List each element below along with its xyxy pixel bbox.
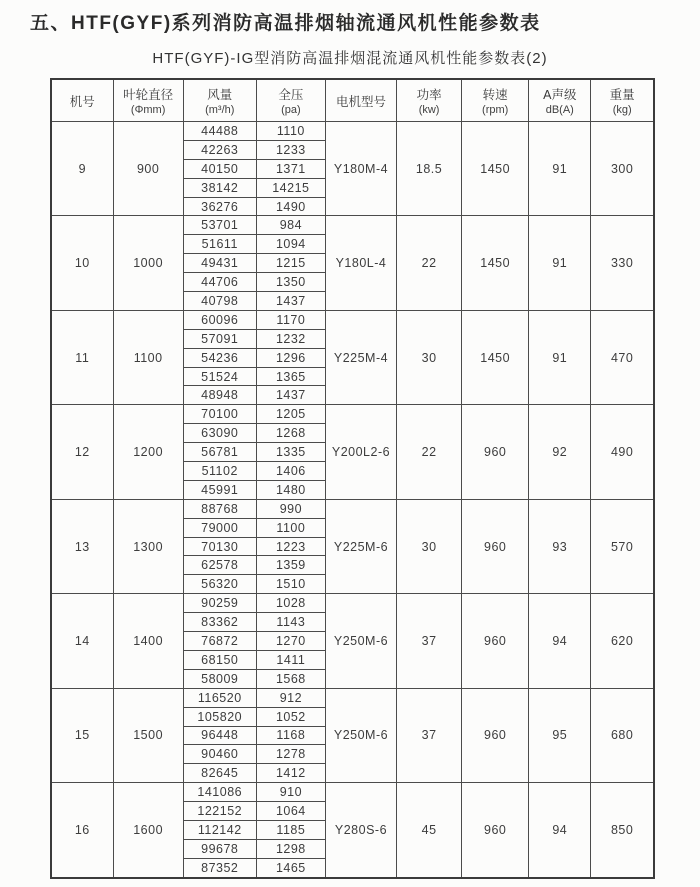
- cell-total-pressure: 1223: [256, 537, 325, 556]
- header-label: 电机型号: [335, 94, 386, 109]
- cell-air-flow: 90259: [183, 594, 256, 613]
- cell-total-pressure: 1371: [256, 159, 325, 178]
- cell-air-flow: 99678: [183, 839, 256, 858]
- header-unit: (rpm): [482, 104, 509, 116]
- cell-power: 18.5: [397, 122, 462, 216]
- cell-air-flow: 63090: [183, 424, 256, 443]
- cell-total-pressure: 1110: [256, 122, 325, 141]
- cell-air-flow: 87352: [183, 858, 256, 877]
- cell-impeller-diameter: 1600: [113, 783, 183, 878]
- header-total-pressure: [256, 79, 325, 122]
- cell-air-flow: 48948: [183, 386, 256, 405]
- cell-air-flow: 58009: [183, 669, 256, 688]
- cell-total-pressure: 1028: [256, 594, 325, 613]
- cell-air-flow: 112142: [183, 820, 256, 839]
- cell-air-flow: 105820: [183, 707, 256, 726]
- cell-total-pressure: 1437: [256, 386, 325, 405]
- cell-power: 37: [397, 688, 462, 782]
- cell-noise-level: 95: [529, 688, 591, 782]
- cell-fan-model: 13: [51, 499, 113, 593]
- cell-noise-level: 94: [529, 783, 591, 878]
- cell-speed: 960: [462, 594, 529, 688]
- cell-fan-model: 9: [51, 122, 113, 216]
- header-label: 机号: [69, 94, 95, 109]
- cell-air-flow: 88768: [183, 499, 256, 518]
- cell-total-pressure: 1233: [256, 140, 325, 159]
- table-row: [51, 499, 654, 518]
- cell-total-pressure: 1510: [256, 575, 325, 594]
- cell-air-flow: 40150: [183, 159, 256, 178]
- cell-total-pressure: 1268: [256, 424, 325, 443]
- header-row: [51, 79, 654, 122]
- cell-air-flow: 57091: [183, 329, 256, 348]
- cell-weight: 330: [591, 216, 654, 310]
- cell-impeller-diameter: 1000: [113, 216, 183, 310]
- header-weight: [591, 79, 654, 122]
- cell-total-pressure: 1465: [256, 858, 325, 877]
- cell-air-flow: 60096: [183, 310, 256, 329]
- cell-total-pressure: 1480: [256, 480, 325, 499]
- cell-motor-type: Y180M-4: [325, 122, 396, 216]
- header-unit: (pa): [281, 104, 301, 116]
- cell-fan-model: 15: [51, 688, 113, 782]
- header-label: 功率: [416, 88, 442, 102]
- cell-fan-model: 16: [51, 783, 113, 878]
- cell-weight: 300: [591, 122, 654, 216]
- cell-air-flow: 90460: [183, 745, 256, 764]
- cell-total-pressure: 1185: [256, 820, 325, 839]
- cell-total-pressure: 1568: [256, 669, 325, 688]
- cell-weight: 680: [591, 688, 654, 782]
- cell-total-pressure: 14215: [256, 178, 325, 197]
- page-title: 五、HTF(GYF)系列消防高温排烟轴流通风机性能参数表: [30, 13, 541, 34]
- cell-impeller-diameter: 1400: [113, 594, 183, 688]
- cell-air-flow: 68150: [183, 650, 256, 669]
- table-row: [51, 310, 654, 329]
- cell-impeller-diameter: 900: [113, 122, 183, 216]
- cell-noise-level: 91: [529, 122, 591, 216]
- cell-air-flow: 96448: [183, 726, 256, 745]
- cell-total-pressure: 910: [256, 783, 325, 802]
- cell-weight: 850: [591, 783, 654, 878]
- cell-motor-type: Y180L-4: [325, 216, 396, 310]
- cell-air-flow: 51524: [183, 367, 256, 386]
- cell-power: 30: [397, 310, 462, 404]
- cell-total-pressure: 1406: [256, 462, 325, 481]
- cell-fan-model: 11: [51, 310, 113, 404]
- header-label: 转速: [482, 88, 508, 102]
- cell-impeller-diameter: 1500: [113, 688, 183, 782]
- table-row: [51, 688, 654, 707]
- cell-total-pressure: 1270: [256, 632, 325, 651]
- cell-air-flow: 51611: [183, 235, 256, 254]
- cell-air-flow: 56320: [183, 575, 256, 594]
- table-row: [51, 783, 654, 802]
- cell-total-pressure: 1298: [256, 839, 325, 858]
- cell-noise-level: 92: [529, 405, 591, 499]
- cell-air-flow: 54236: [183, 348, 256, 367]
- cell-total-pressure: 1359: [256, 556, 325, 575]
- cell-weight: 570: [591, 499, 654, 593]
- cell-total-pressure: 1296: [256, 348, 325, 367]
- cell-motor-type: Y200L2-6: [325, 405, 396, 499]
- header-unit: dB(A): [545, 104, 574, 116]
- header-label: A声级: [543, 88, 577, 102]
- header-label: 风量: [207, 88, 233, 102]
- table-row: [51, 216, 654, 235]
- cell-total-pressure: 984: [256, 216, 325, 235]
- table-subtitle: HTF(GYF)-IG型消防高温排烟混流通风机性能参数表(2): [152, 50, 548, 67]
- cell-speed: 960: [462, 499, 529, 593]
- cell-fan-model: 14: [51, 594, 113, 688]
- cell-total-pressure: 1100: [256, 518, 325, 537]
- cell-total-pressure: 1170: [256, 310, 325, 329]
- cell-total-pressure: 1490: [256, 197, 325, 216]
- cell-weight: 620: [591, 594, 654, 688]
- header-unit: (Φmm): [130, 104, 166, 116]
- cell-noise-level: 91: [529, 310, 591, 404]
- cell-total-pressure: 1215: [256, 254, 325, 273]
- cell-air-flow: 141086: [183, 783, 256, 802]
- cell-total-pressure: 912: [256, 688, 325, 707]
- cell-noise-level: 93: [529, 499, 591, 593]
- cell-air-flow: 76872: [183, 632, 256, 651]
- table-row: [51, 122, 654, 141]
- cell-total-pressure: 1064: [256, 802, 325, 821]
- cell-air-flow: 70100: [183, 405, 256, 424]
- cell-power: 45: [397, 783, 462, 878]
- cell-speed: 960: [462, 783, 529, 878]
- cell-total-pressure: 1278: [256, 745, 325, 764]
- table-row: [51, 405, 654, 424]
- cell-power: 37: [397, 594, 462, 688]
- cell-air-flow: 116520: [183, 688, 256, 707]
- header-impeller-diameter: [113, 79, 183, 122]
- cell-air-flow: 49431: [183, 254, 256, 273]
- cell-power: 22: [397, 216, 462, 310]
- cell-impeller-diameter: 1300: [113, 499, 183, 593]
- cell-power: 30: [397, 499, 462, 593]
- cell-motor-type: Y280S-6: [325, 783, 396, 878]
- cell-total-pressure: 1411: [256, 650, 325, 669]
- cell-impeller-diameter: 1200: [113, 405, 183, 499]
- header-unit: (kw): [418, 104, 440, 116]
- cell-noise-level: 94: [529, 594, 591, 688]
- cell-total-pressure: 1205: [256, 405, 325, 424]
- cell-motor-type: Y250M-6: [325, 688, 396, 782]
- cell-noise-level: 91: [529, 216, 591, 310]
- cell-speed: 960: [462, 405, 529, 499]
- cell-power: 22: [397, 405, 462, 499]
- cell-air-flow: 83362: [183, 613, 256, 632]
- cell-motor-type: Y225M-4: [325, 310, 396, 404]
- cell-weight: 470: [591, 310, 654, 404]
- cell-air-flow: 82645: [183, 764, 256, 783]
- cell-total-pressure: 1335: [256, 443, 325, 462]
- cell-total-pressure: 1350: [256, 273, 325, 292]
- cell-air-flow: 36276: [183, 197, 256, 216]
- header-label: 重量: [609, 88, 635, 102]
- cell-air-flow: 40798: [183, 292, 256, 311]
- cell-air-flow: 38142: [183, 178, 256, 197]
- cell-air-flow: 56781: [183, 443, 256, 462]
- cell-speed: 960: [462, 688, 529, 782]
- cell-total-pressure: 1168: [256, 726, 325, 745]
- cell-air-flow: 79000: [183, 518, 256, 537]
- cell-impeller-diameter: 1100: [113, 310, 183, 404]
- cell-air-flow: 44706: [183, 273, 256, 292]
- cell-fan-model: 10: [51, 216, 113, 310]
- header-noise-level: [529, 79, 591, 122]
- header-fan-model: [51, 79, 113, 122]
- table-body: [51, 122, 654, 878]
- cell-speed: 1450: [462, 216, 529, 310]
- table-row: [51, 594, 654, 613]
- header-label: 叶轮直径: [123, 88, 174, 102]
- cell-air-flow: 44488: [183, 122, 256, 141]
- cell-motor-type: Y250M-6: [325, 594, 396, 688]
- cell-total-pressure: 1412: [256, 764, 325, 783]
- cell-weight: 490: [591, 405, 654, 499]
- cell-air-flow: 62578: [183, 556, 256, 575]
- table-header: [51, 79, 654, 122]
- cell-air-flow: 51102: [183, 462, 256, 481]
- cell-motor-type: Y225M-6: [325, 499, 396, 593]
- cell-total-pressure: 1052: [256, 707, 325, 726]
- header-label: 全压: [278, 88, 304, 102]
- cell-air-flow: 53701: [183, 216, 256, 235]
- header-motor-type: [325, 79, 396, 122]
- cell-air-flow: 45991: [183, 480, 256, 499]
- header-air-flow: [183, 79, 256, 122]
- cell-total-pressure: 1365: [256, 367, 325, 386]
- cell-speed: 1450: [462, 310, 529, 404]
- cell-total-pressure: 1437: [256, 292, 325, 311]
- cell-speed: 1450: [462, 122, 529, 216]
- fan-performance-table: [50, 78, 655, 879]
- header-unit: (m³/h): [205, 104, 235, 116]
- cell-air-flow: 122152: [183, 802, 256, 821]
- header-speed: [462, 79, 529, 122]
- cell-air-flow: 70130: [183, 537, 256, 556]
- cell-total-pressure: 1143: [256, 613, 325, 632]
- cell-total-pressure: 1232: [256, 329, 325, 348]
- cell-total-pressure: 990: [256, 499, 325, 518]
- header-unit: (kg): [612, 104, 632, 116]
- header-power: [397, 79, 462, 122]
- cell-fan-model: 12: [51, 405, 113, 499]
- cell-air-flow: 42263: [183, 140, 256, 159]
- cell-total-pressure: 1094: [256, 235, 325, 254]
